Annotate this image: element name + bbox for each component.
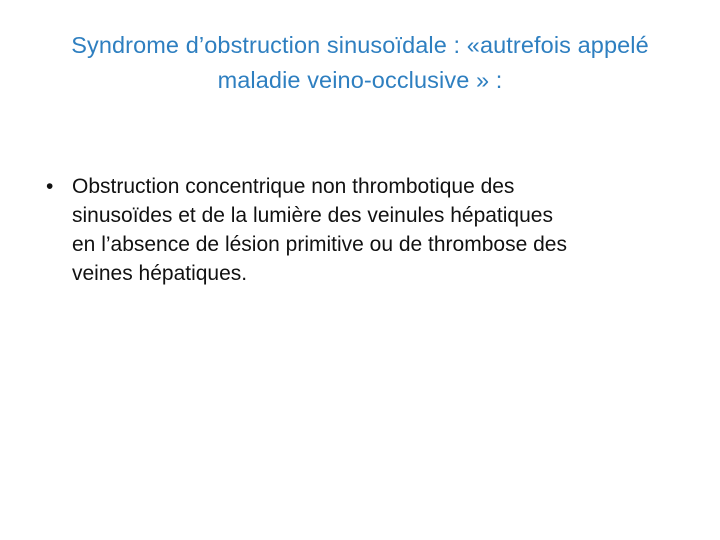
bullet-item (46, 172, 696, 288)
title-line: maladie veino-occlusive » : (217, 67, 503, 93)
bullet-list (46, 172, 696, 288)
bullet-marker: • (46, 175, 54, 198)
bullet-text-line: sinusoïdes et de la lumière des veinules hépatiques (72, 204, 553, 227)
title-line: Syndrome d’obstruction sinusoïdale : «autrefois appelé (71, 32, 649, 58)
bullet-text-line: Obstruction concentrique non thrombotique des (72, 175, 515, 198)
slide-title (20, 28, 700, 98)
bullet-text-line: veines hépatiques. (72, 262, 248, 285)
bullet-text-line: en l’absence de lésion primitive ou de thrombose des (72, 233, 567, 256)
